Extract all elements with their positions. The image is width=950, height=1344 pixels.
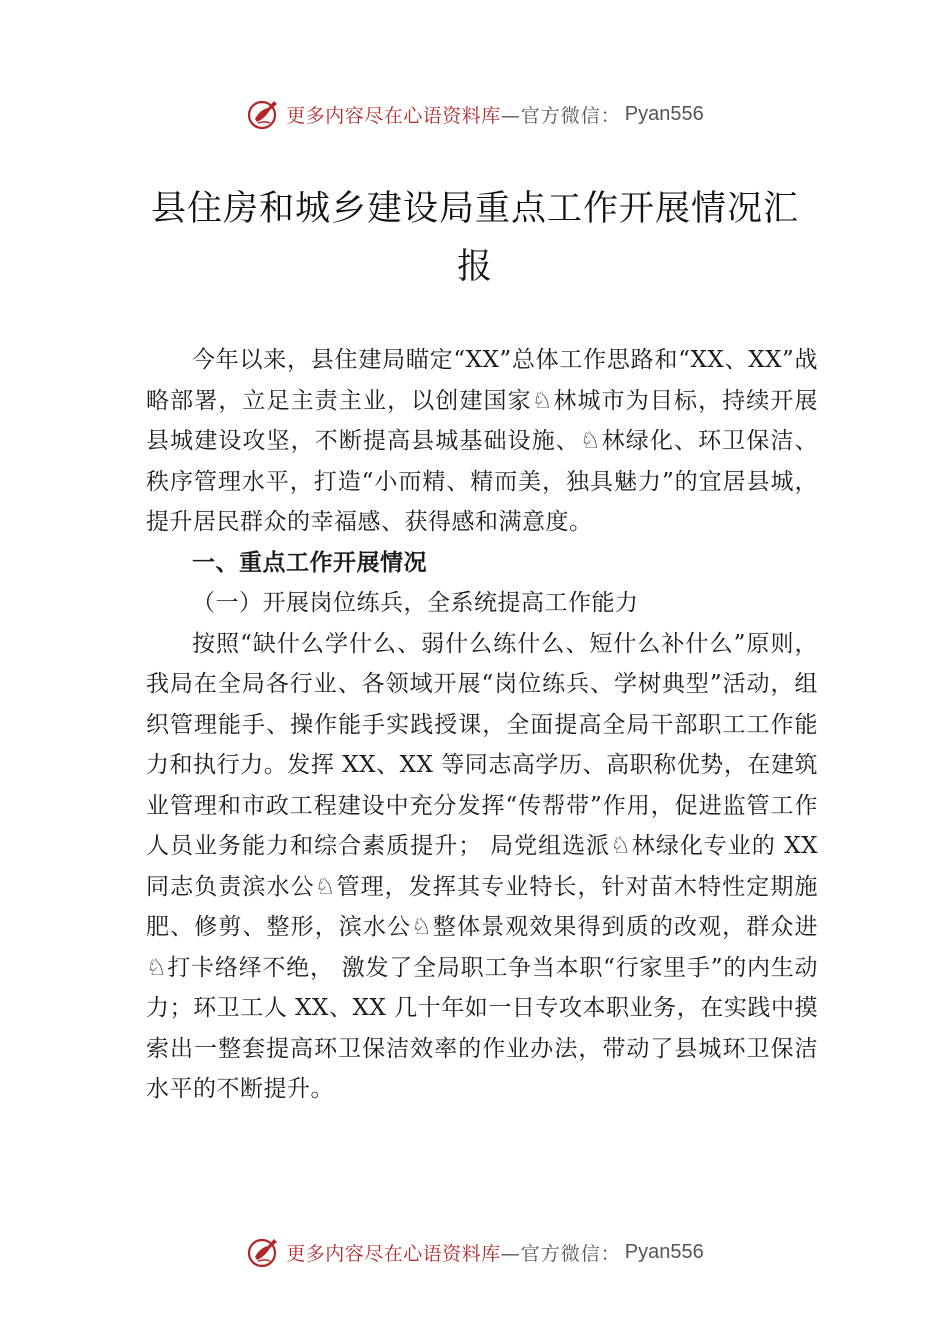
section-heading: 一、重点工作开展情况 xyxy=(192,549,427,576)
document-body xyxy=(146,340,818,1110)
wechat-id: Pyan556 xyxy=(624,1240,704,1263)
wechat-label: —官方微信： xyxy=(500,104,621,127)
body-paragraph: 按照“缺什么学什么、弱什么练什么、短什么补什么”原则，我局在全局各行业、各领域开展“岗位练兵、学树典型”活动，组织管理能手、操作能手实践授课，全面提高全局干部职工工作能力和执行力。发挥 XX、XX 等同志高学历、高职称优势，在建筑业管理和市政工程建设中充分发挥“传帮带”作用，促进监管工作人员业务能力和综合素质提升； 局党组选派♘林绿化专业的 XX 同志负责滨水公♘管理，发挥其专业特长，针对苗木特性定期施肥、修剪、整形，滨水公♘整体景观效果得到质的改观，群众进♘打卡络绎不绝， 激发了全局职工争当本职“行家里手”的内生动力；环卫工人 XX、XX 几十年如一日专攻本职业务，在实践中摸索出一整套提高环卫保洁效率的作业办法，带动了县城环卫保洁水平的不断提升。 xyxy=(146,630,818,1102)
brand-text: 更多内容尽在心语资料库 xyxy=(286,1242,501,1265)
intro-paragraph: 今年以来，县住建局瞄定“XX”总体工作思路和“XX、XX”战略部署，立足主责主业，以创建国家♘林城市为目标，持续开展县城建设攻坚，不断提高县城基础设施、♘林绿化、环卫保洁、秩序管理水平，打造“小而精、精而美，独具魅力”的宜居县城，提升居民群众的幸福感、获得感和满意度。 xyxy=(146,347,818,535)
brand-text: 更多内容尽在心语资料库 xyxy=(286,104,501,127)
writing-hand-logo-icon xyxy=(246,96,282,132)
header-watermark-banner xyxy=(0,94,950,134)
wechat-id: Pyan556 xyxy=(624,102,704,125)
wechat-label: —官方微信： xyxy=(500,1242,621,1265)
footer-watermark-banner xyxy=(0,1232,950,1272)
document-title: 县住房和城乡建设局重点工作开展情况汇报 xyxy=(150,189,799,287)
writing-hand-logo-icon xyxy=(246,1234,282,1270)
subsection-heading: （一）开展岗位练兵，全系统提高工作能力 xyxy=(192,590,639,616)
